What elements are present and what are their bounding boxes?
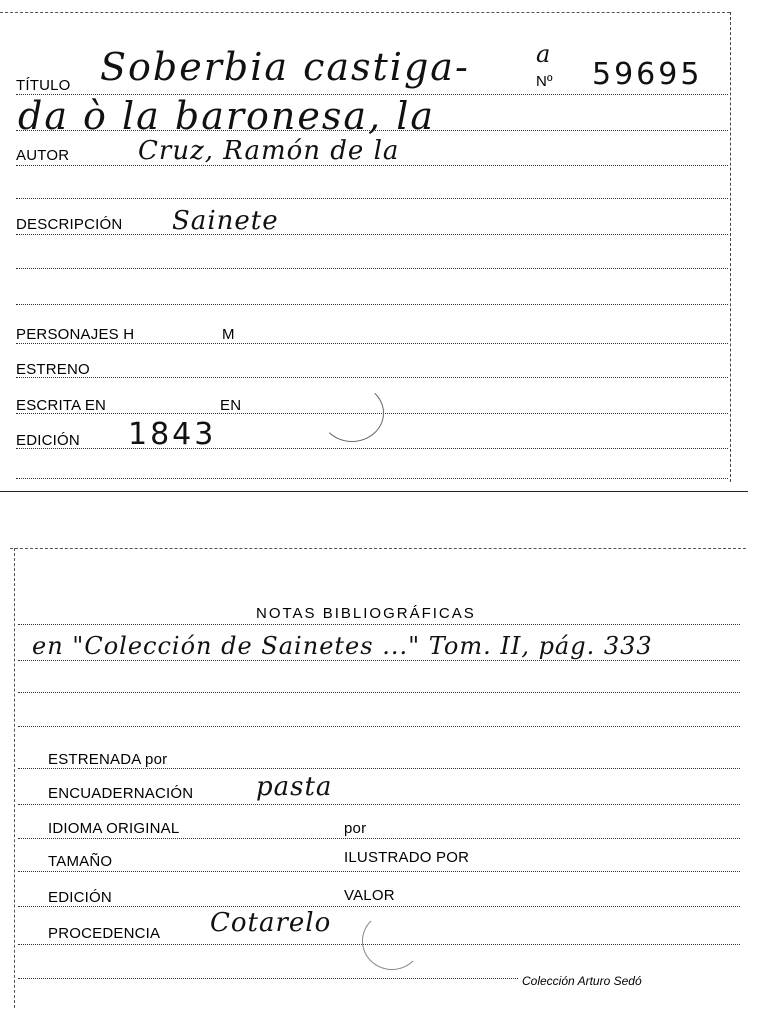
procedencia-label: PROCEDENCIA — [48, 925, 161, 942]
rule-estreno — [16, 377, 728, 378]
rule-tamano — [18, 871, 740, 872]
rule-blank-3 — [16, 304, 728, 305]
rule-descripcion — [16, 234, 728, 235]
valor-label: VALOR — [344, 887, 395, 904]
rule-estrenada — [18, 768, 740, 769]
rule-back-edicion — [18, 906, 740, 907]
descripcion-label: DESCRIPCIÓN — [16, 216, 123, 233]
titulo-value-line2: da ò la baronesa, la — [18, 94, 436, 138]
rule-blank-1 — [16, 198, 728, 199]
numero-label: Nº — [536, 73, 553, 90]
en-label: EN — [220, 397, 242, 414]
por-label: por — [344, 820, 367, 837]
edicion-value: 1843 — [128, 417, 217, 452]
front-card — [0, 0, 759, 492]
collection-credit: Colección Arturo Sedó — [522, 974, 642, 988]
rule-edicion — [16, 448, 728, 449]
numero-value: 59695 — [592, 57, 703, 92]
card-bottom-edge — [0, 491, 748, 492]
rule-notes-3 — [18, 726, 740, 727]
encuadernacion-value: pasta — [256, 772, 333, 802]
back-stamp-mark — [362, 912, 422, 970]
back-edicion-label: EDICIÓN — [48, 889, 112, 906]
rule-heading — [18, 624, 740, 625]
tamano-label: TAMAÑO — [48, 853, 113, 870]
titulo-value-line1: Soberbia castiga- — [100, 45, 470, 89]
estrenada-por-label: ESTRENADA por — [48, 751, 168, 768]
autor-value: Cruz, Ramón de la — [138, 136, 400, 166]
rule-notes-2 — [18, 692, 740, 693]
notas-line1: en "Colección de Sainetes ..." Tom. II, pág. 333 — [32, 632, 653, 660]
autor-label: AUTOR — [16, 147, 70, 164]
encuadernacion-label: ENCUADERNACIÓN — [48, 785, 194, 802]
rule-blank-2 — [16, 268, 728, 269]
personajes-h-label: PERSONAJES H — [16, 326, 135, 343]
edicion-label: EDICIÓN — [16, 432, 80, 449]
card-top-edge — [0, 12, 730, 13]
stamp-mark — [320, 384, 384, 442]
back-card — [0, 548, 759, 1028]
back-left-edge — [14, 548, 15, 1008]
descripcion-value: Sainete — [172, 206, 279, 236]
personajes-m-label: M — [222, 326, 235, 343]
idioma-original-label: IDIOMA ORIGINAL — [48, 820, 180, 837]
rule-bottom — [18, 978, 518, 979]
titulo-label: TÍTULO — [16, 77, 71, 94]
escrita-en-label: ESCRITA EN — [16, 397, 107, 414]
back-top-edge — [10, 548, 746, 549]
rule-titulo-2 — [16, 130, 728, 131]
rule-autor — [16, 165, 728, 166]
procedencia-value: Cotarelo — [210, 908, 332, 938]
card-right-edge — [730, 12, 731, 482]
notas-heading: NOTAS BIBLIOGRÁFICAS — [256, 605, 476, 622]
titulo-superscript: a — [536, 40, 552, 68]
rule-encuadernacion — [18, 804, 740, 805]
rule-idioma — [18, 838, 740, 839]
rule-notes-1 — [18, 660, 740, 661]
ilustrado-por-label: ILUSTRADO POR — [344, 849, 470, 866]
rule-blank-4 — [16, 478, 728, 479]
rule-personajes — [16, 343, 728, 344]
estreno-label: ESTRENO — [16, 361, 90, 378]
